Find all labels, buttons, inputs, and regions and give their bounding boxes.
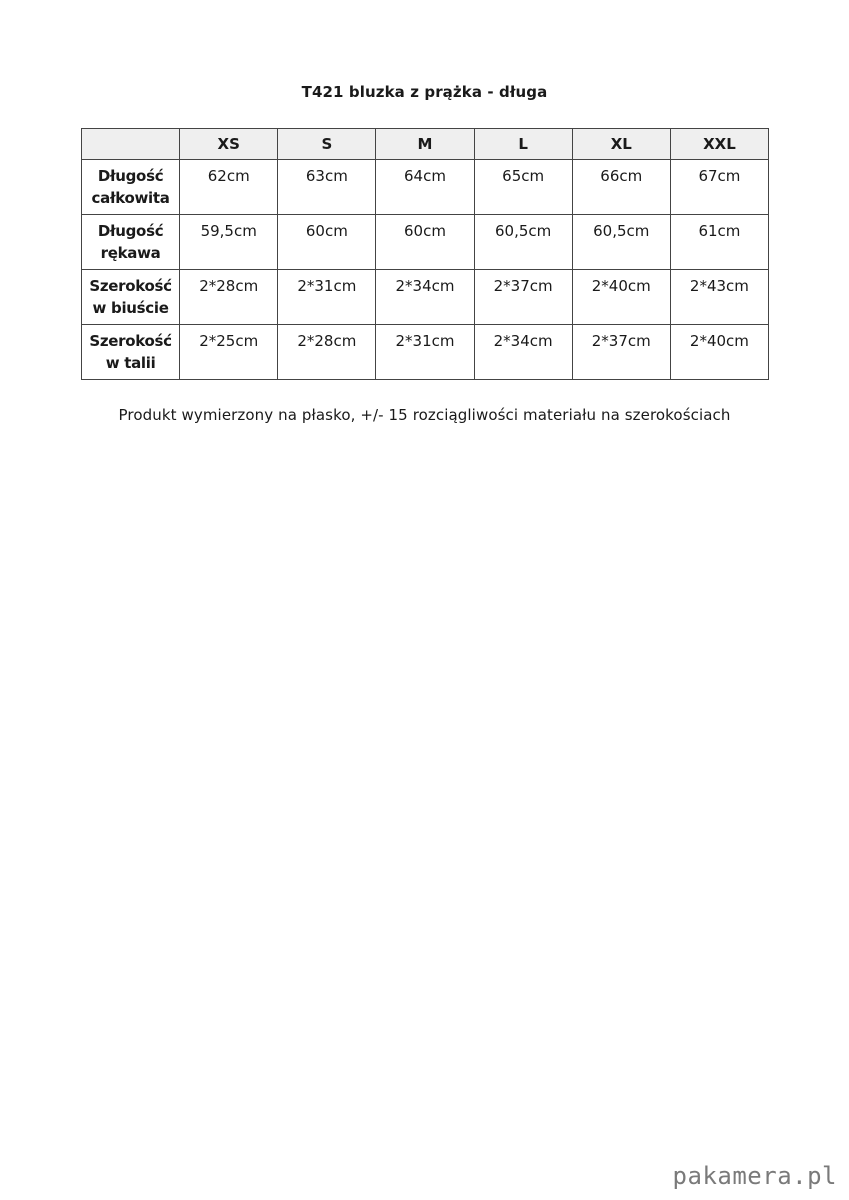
table-cell: 2*43cm [670,270,768,325]
table-cell: 2*28cm [278,325,376,380]
table-cell: 2*40cm [572,270,670,325]
table-cell: 2*25cm [180,325,278,380]
table-cell: 60,5cm [474,215,572,270]
table-cell: 62cm [180,160,278,215]
table-cell: 2*31cm [278,270,376,325]
table-cell: 2*34cm [474,325,572,380]
row-label-waist-width [82,325,180,380]
measurement-note: Produkt wymierzony na płasko, +/- 15 rozciągliwości materiału na szerokościach [118,406,731,424]
table-cell: 60,5cm [572,215,670,270]
row-label-line: w biuście [92,299,169,317]
size-header-m: M [376,129,474,160]
size-header-xxl: XXL [670,129,768,160]
row-label-line: całkowita [91,189,170,207]
row-label-line: Szerokość [89,277,172,295]
table-cell: 2*37cm [572,325,670,380]
row-label-bust-width [82,270,180,325]
table-cell: 2*34cm [376,270,474,325]
row-label-line: Szerokość [89,332,172,350]
row-label-line: Długość [97,222,164,240]
table-cell: 2*37cm [474,270,572,325]
size-chart-table [81,128,769,380]
table-row [82,325,769,380]
table-cell: 59,5cm [180,215,278,270]
table-cell: 61cm [670,215,768,270]
table-cell: 60cm [376,215,474,270]
size-header-xs: XS [180,129,278,160]
row-label-line: w talii [105,354,156,372]
size-header-xl: XL [572,129,670,160]
table-cell: 2*28cm [180,270,278,325]
row-label-line: rękawa [100,244,161,262]
row-label-total-length [82,160,180,215]
size-header-s: S [278,129,376,160]
table-cell: 2*31cm [376,325,474,380]
table-cell: 67cm [670,160,768,215]
pakamera-watermark: pakamera.pl [672,1162,837,1190]
table-row [82,215,769,270]
table-cell: 66cm [572,160,670,215]
table-cell: 64cm [376,160,474,215]
row-label-line: Długość [97,167,164,185]
document-title: T421 bluzka z prążka - długa [301,83,548,101]
row-label-sleeve-length [82,215,180,270]
table-cell: 65cm [474,160,572,215]
table-header-row [82,129,769,160]
table-row [82,160,769,215]
table-corner-cell [82,129,180,160]
table-cell: 60cm [278,215,376,270]
size-header-l: L [474,129,572,160]
table-cell: 2*40cm [670,325,768,380]
table-row [82,270,769,325]
table-cell: 63cm [278,160,376,215]
